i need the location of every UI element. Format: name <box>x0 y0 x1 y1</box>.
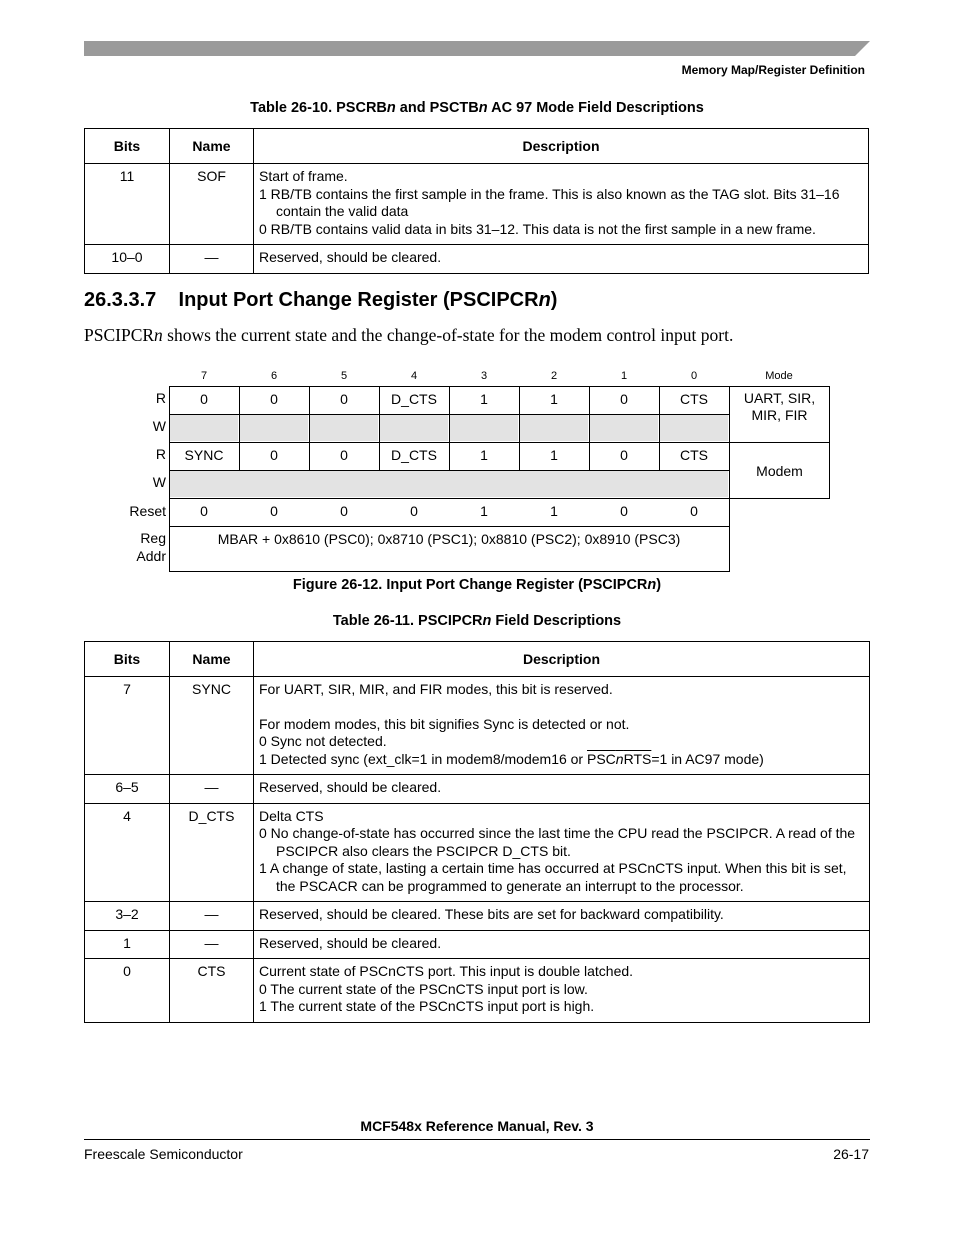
reset-value: 0 <box>410 503 418 519</box>
table2 <box>84 641 870 1023</box>
register-bit: 1 <box>550 447 558 463</box>
reset-value: 1 <box>550 503 558 519</box>
footer-divider <box>84 1139 870 1140</box>
reset-value: 0 <box>690 503 698 519</box>
register-bit: 0 <box>340 391 348 407</box>
description-line: 0 Sync not detected. <box>259 733 387 749</box>
bits-cell: 1 <box>85 930 170 959</box>
column-header: Name <box>170 642 254 677</box>
description-cell <box>254 677 870 775</box>
bits-cell: 0 <box>85 959 170 1023</box>
reset-value: 0 <box>270 503 278 519</box>
register-diagram <box>0 0 954 600</box>
row-label-addr: Addr <box>136 548 166 564</box>
register-bit: 1 <box>480 447 488 463</box>
description-cell: Reserved, should be cleared. <box>254 245 869 274</box>
description-cell <box>254 959 870 1023</box>
bit-number: 4 <box>410 370 418 382</box>
description-line: For UART, SIR, MIR, and FIR modes, this bit is reserved. <box>259 681 613 697</box>
column-header: Description <box>254 642 870 677</box>
mode-uart: UART, SIR, MIR, FIR <box>743 390 816 423</box>
register-bit: SYNC <box>184 447 224 463</box>
bits-cell: 11 <box>85 164 170 245</box>
register-bit: 0 <box>270 447 278 463</box>
column-header: Name <box>170 129 254 164</box>
footer-manual-title: MCF548x Reference Manual, Rev. 3 <box>360 1118 594 1134</box>
figure-caption: Figure 26-12. Input Port Change Register (PSCIPCRn) <box>292 577 662 593</box>
table-row <box>85 677 870 775</box>
register-bit: 0 <box>620 447 628 463</box>
column-header: Bits <box>85 642 170 677</box>
description-line: 1 A change of state, lasting a certain time has occurred at PSCnCTS input. When this bit is set, the PSCACR can be programmed to generate an interrupt to the processor. <box>259 860 847 894</box>
name-cell: — <box>170 930 254 959</box>
register-bit: D_CTS <box>391 447 437 463</box>
bits-cell: 10–0 <box>85 245 170 274</box>
register-bit: CTS <box>680 447 708 463</box>
table-row <box>85 775 870 804</box>
register-address: MBAR + 0x8610 (PSC0); 0x8710 (PSC1); 0x8810 (PSC2); 0x8910 (PSC3) <box>217 531 681 547</box>
table-row <box>85 930 870 959</box>
register-bit: 1 <box>550 391 558 407</box>
row-label-reg: Reg <box>140 530 166 546</box>
footer-page-number: 26-17 <box>833 1146 869 1162</box>
row-label-w: W <box>152 474 166 490</box>
description-line: Start of frame. <box>259 168 348 184</box>
running-head: Memory Map/Register Definition <box>681 63 865 77</box>
bit-number: 1 <box>620 370 628 382</box>
table-row <box>85 902 870 931</box>
mode-modem: Modem <box>756 462 803 479</box>
register-bit: 1 <box>480 391 488 407</box>
register-bit: 0 <box>340 447 348 463</box>
name-cell: — <box>170 902 254 931</box>
table-header-row <box>85 642 870 677</box>
body-paragraph: PSCIPCRn shows the current state and the change-of-state for the modem control input port. <box>84 325 734 345</box>
bits-cell: 3–2 <box>85 902 170 931</box>
column-header: Bits <box>85 129 170 164</box>
name-cell: D_CTS <box>170 803 254 902</box>
description-line: 0 The current state of the PSCnCTS input port is low. <box>259 980 588 997</box>
name-cell: CTS <box>170 959 254 1023</box>
bits-cell: 6–5 <box>85 775 170 804</box>
reset-value: 0 <box>620 503 628 519</box>
bit-number: 2 <box>550 370 558 382</box>
description-cell: Reserved, should be cleared. <box>254 775 870 804</box>
bits-cell: 7 <box>85 677 170 775</box>
row-label-r: R <box>155 390 166 406</box>
mode-header: Mode <box>765 370 793 382</box>
reset-value: 0 <box>340 503 348 519</box>
name-cell: — <box>170 775 254 804</box>
description-cell: Reserved, should be cleared. <box>254 930 870 959</box>
reset-value: 1 <box>480 503 488 519</box>
bit-number: 0 <box>690 370 698 382</box>
row-label-r: R <box>155 446 166 462</box>
register-bit: 0 <box>270 391 278 407</box>
bit-number: 5 <box>340 370 348 382</box>
description-line: 1 The current state of the PSCnCTS input port is high. <box>259 998 595 1014</box>
bit-number: 6 <box>270 370 278 382</box>
description-line: 0 No change-of-state has occurred since the last time the CPU read the PSCIPCR. A read of the PSCIPCR also clears the PSCIPCR D_CTS bit. <box>259 825 856 859</box>
bits-cell: 4 <box>85 803 170 902</box>
description-line: Current state of PSCnCTS port. This input is double latched. <box>259 963 634 979</box>
description-cell <box>254 803 870 902</box>
description-line: 1 Detected sync (ext_clk=1 in modem8/modem16 or PSCnRTS=1 in AC97 mode) <box>259 750 764 767</box>
description-line: For modem modes, this bit signifies Sync is detected or not. <box>259 715 630 732</box>
row-label-w: W <box>152 418 166 434</box>
footer-company: Freescale Semiconductor <box>84 1146 243 1162</box>
description-line: Delta CTS <box>259 807 324 824</box>
description-line: 0 RB/TB contains valid data in bits 31–12. This data is not the first sample in a new frame. <box>259 220 816 237</box>
table1-caption: Table 26-10. PSCRBn and PSCTBn AC 97 Mode Field Descriptions <box>250 100 704 116</box>
register-grid <box>0 0 954 600</box>
register-bit: 0 <box>620 391 628 407</box>
row-label-reset: Reset <box>129 503 166 519</box>
description-cell: Reserved, should be cleared. These bits are set for backward compatibility. <box>254 902 870 931</box>
name-cell: SYNC <box>170 677 254 775</box>
table-row <box>85 803 870 902</box>
name-cell: SOF <box>170 164 254 245</box>
bit-number: 3 <box>480 370 488 382</box>
register-bit: 0 <box>200 391 208 407</box>
table-row <box>85 959 870 1023</box>
register-bit: CTS <box>680 391 708 407</box>
reset-value: 0 <box>200 503 208 519</box>
description-line: 1 RB/TB contains the first sample in the frame. This is also known as the TAG slot. Bits 31–16 contain the valid data <box>259 185 840 219</box>
bit-number: 7 <box>200 370 208 382</box>
column-header: Description <box>254 129 869 164</box>
name-cell: — <box>170 245 254 274</box>
table2-caption: Table 26-11. PSCIPCRn Field Descriptions <box>332 613 622 629</box>
section-heading: 26.3.3.7 Input Port Change Register (PSCIPCRn) <box>84 289 558 311</box>
register-bit: D_CTS <box>391 391 437 407</box>
